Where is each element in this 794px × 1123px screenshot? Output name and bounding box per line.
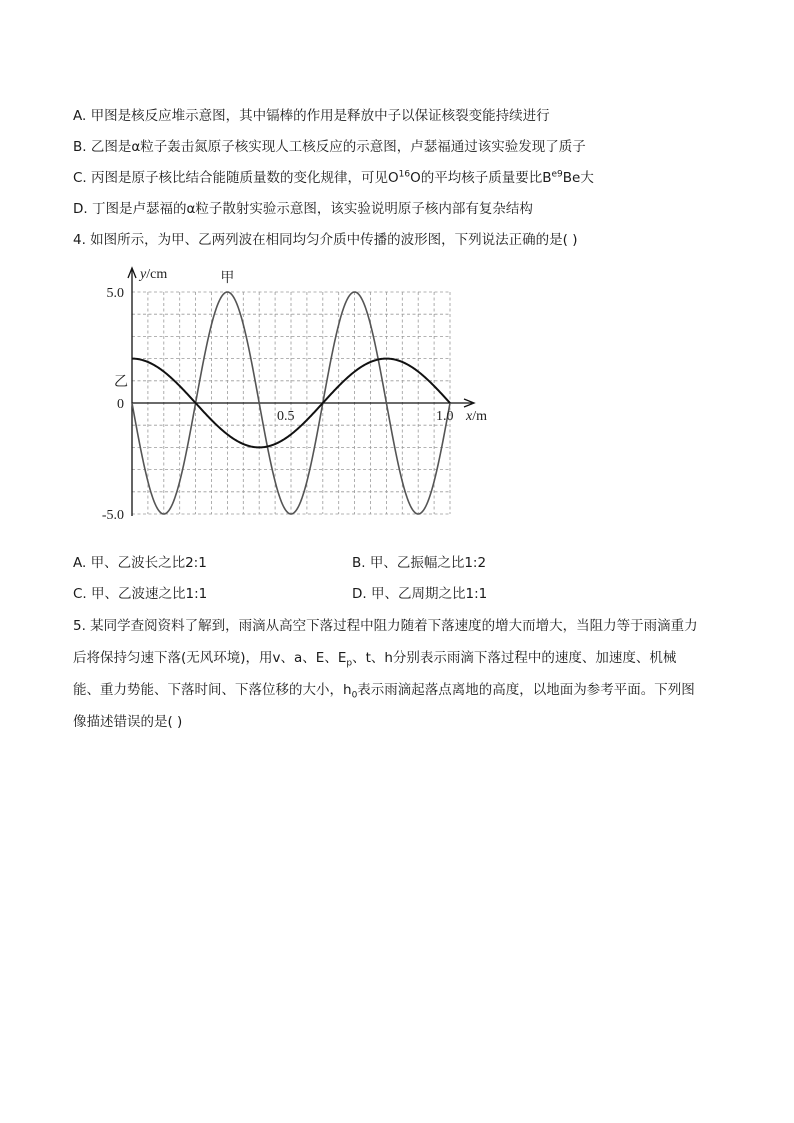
q5-line-1: 5. 某同学查阅资料了解到，雨滴从高空下落过程中阻力随着下落速度的增大而增大，当阻力等于雨滴重力 xyxy=(73,618,698,634)
q3-option-c xyxy=(73,166,594,186)
q5-line-3 xyxy=(73,678,695,701)
q3-option-b: B. 乙图是α粒子轰击氮原子核实现人工核反应的示意图，卢瑟福通过该实验发现了质子 xyxy=(73,139,586,155)
chart-labels xyxy=(102,267,487,523)
q3-option-c-pre: C. 丙图是原子核比结合能随质量数的变化规律，可见O xyxy=(73,170,399,186)
q3-option-c-post: Be大 xyxy=(562,170,594,186)
q5-line-3-post: 表示雨滴起落点离地的高度，以地面为参考平面。下列图 xyxy=(357,682,695,698)
q3-option-c-mid: O的平均核子质量要比B xyxy=(410,170,552,186)
q5-line-2 xyxy=(73,646,676,669)
q3-option-c-sup1: 16 xyxy=(398,169,411,180)
q5-line-3-sub: 0 xyxy=(351,690,358,701)
q5-line-2-sub: p xyxy=(346,658,353,669)
q5-line-2-post: 、t、h分别表示雨滴下落过程中的速度、加速度、机械 xyxy=(352,650,677,666)
q4-option-c: C. 甲、乙波速之比1:1 xyxy=(73,586,208,602)
q4-option-a: A. 甲、乙波长之比2:1 xyxy=(73,555,207,571)
q4-stem: 4. 如图所示，为甲、乙两列波在相同均匀介质中传播的波形图，下列说法正确的是( ) xyxy=(73,232,578,248)
wave-chart xyxy=(88,262,518,530)
series-label-yi: 乙 xyxy=(114,374,128,390)
y-tick-label: -5.0 xyxy=(101,508,124,523)
x-axis-label: x/m xyxy=(466,409,487,424)
q3-option-a: A. 甲图是核反应堆示意图，其中镉棒的作用是释放中子以保证核裂变能持续进行 xyxy=(73,108,550,124)
x-tick-label: 0.5 xyxy=(277,409,295,424)
q5-line-4: 像描述错误的是( ) xyxy=(73,714,183,730)
q5-line-2-pre: 后将保持匀速下落(无风环境)，用v、a、E、E xyxy=(73,650,347,666)
y-axis-label: y/cm xyxy=(140,267,168,282)
y-tick-label: 0 xyxy=(117,397,124,412)
x-tick-label: 1.0 xyxy=(436,409,454,424)
q3-option-d: D. 丁图是卢瑟福的α粒子散射实验示意图，该实验说明原子核内部有复杂结构 xyxy=(73,201,533,217)
q3-option-c-sup2: e9 xyxy=(551,169,563,180)
y-tick-label: 5.0 xyxy=(106,286,124,301)
q4-option-b: B. 甲、乙振幅之比1:2 xyxy=(352,555,487,571)
series-label-jia: 甲 xyxy=(220,271,235,286)
q4-option-d: D. 甲、乙周期之比1:1 xyxy=(352,586,488,602)
q5-line-3-pre: 能、重力势能、下落时间、下落位移的大小，h xyxy=(73,682,352,698)
